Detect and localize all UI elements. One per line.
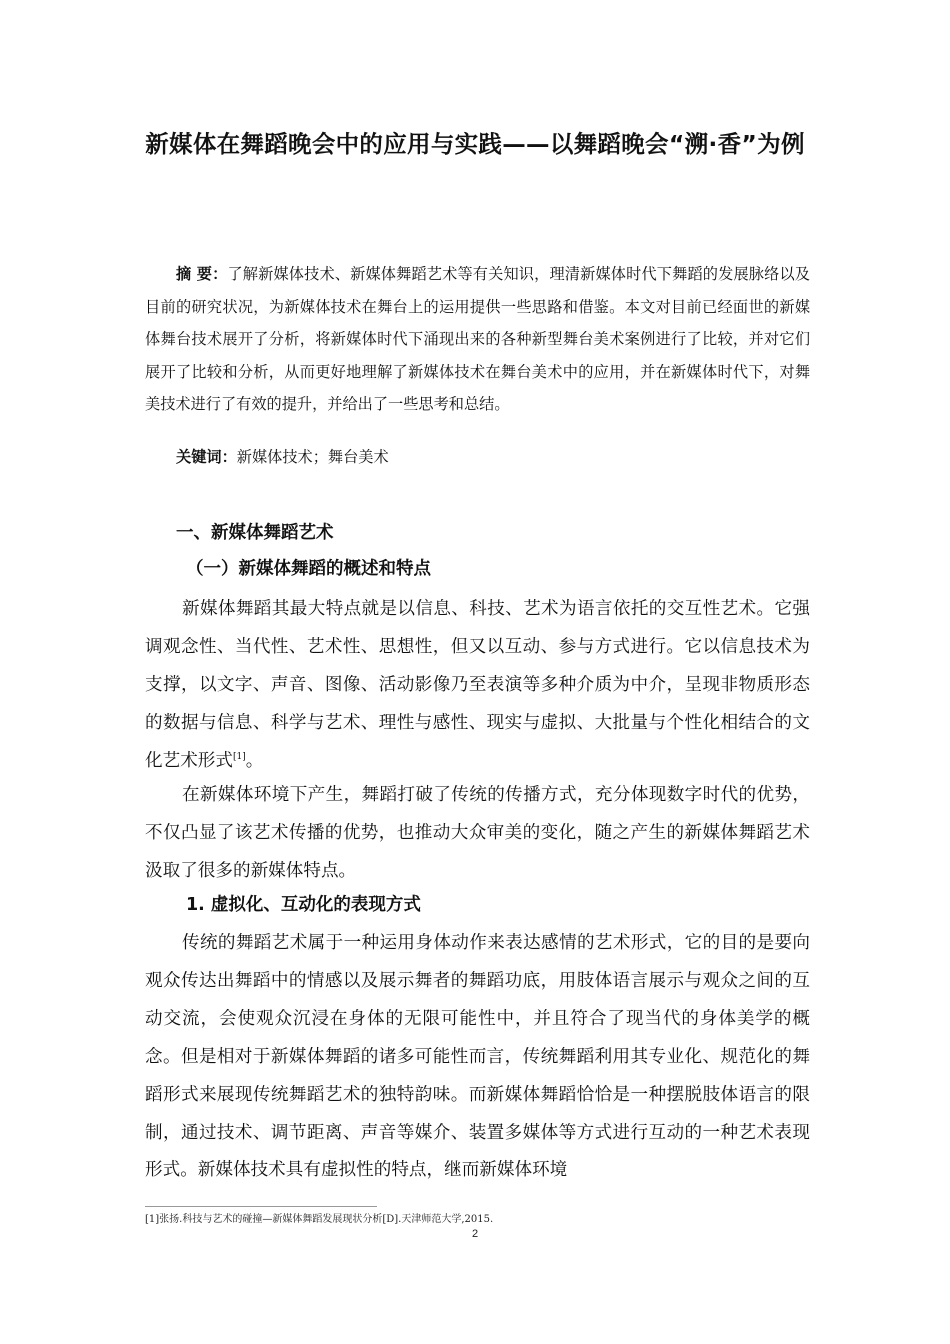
- body-paragraph: 传统的舞蹈艺术属于一种运用身体动作来表达感情的艺术形式，它的目的是要向观众传达出舞蹈中的情感以及展示舞者的舞蹈功底，用肢体语言展示与观众之间的互动交流，会使观众沉浸在身体的无限可能性中，并且符合了现当代的身体美学的概念。但是相对于新媒体舞蹈的诸多可能性而言，传统舞蹈利用其专业化、规范化的舞蹈形式来展现传统舞蹈艺术的独特韵味。而新媒体舞蹈恰恰是一种摆脱肢体语言的限制，通过技术、调节距离、声音等媒介、装置多媒体等方式进行互动的一种艺术表现形式。新媒体技术具有虚拟性的特点，继而新媒体环境: [145, 933, 810, 1181]
- footnote-divider: [145, 1206, 377, 1207]
- abstract-label: 摘 要：: [176, 265, 228, 283]
- keywords-text: 新媒体技术；舞台美术: [236, 448, 389, 466]
- abstract: [145, 258, 810, 421]
- footnote: [1]张扬.科技与艺术的碰撞—新媒体舞蹈发展现状分析[D].天津师范大学,2015.: [145, 1214, 494, 1225]
- item-heading: 1. 虚拟化、互动化的表现方式: [186, 895, 421, 915]
- paper-title: 新媒体在舞蹈晚会中的应用与实践——以舞蹈晚会“溯·香”为例: [145, 130, 805, 158]
- body-paragraph: 在新媒体环境下产生，舞蹈打破了传统的传播方式，充分体现数字时代的优势，不仅凸显了该艺术传播的优势，也推动大众审美的变化，随之产生的新媒体舞蹈艺术汲取了很多的新媒体特点。: [145, 785, 810, 881]
- citation-ref[interactable]: [1]: [232, 751, 246, 762]
- section-heading: 一、新媒体舞蹈艺术: [176, 523, 334, 543]
- keywords: [176, 442, 389, 472]
- keywords-label: 关键词：: [176, 448, 237, 466]
- page-number: 2: [471, 1228, 479, 1240]
- abstract-text: 了解新媒体技术、新媒体舞蹈艺术等有关知识，理清新媒体时代下舞蹈的发展脉络以及目前的研究状况，为新媒体技术在舞台上的运用提供一些思路和借鉴。本文对目前已经面世的新媒体舞台技术展开了分析，将新媒体时代下涌现出来的各种新型舞台美术案例进行了比较，并对它们展开了比较和分析，从而更好地理解了新媒体技术在舞台美术中的应用，并在新媒体时代下，对舞美技术进行了有效的提升，并给出了一些思考和总结。: [145, 265, 810, 413]
- paragraph-end: 。: [245, 750, 264, 771]
- body-paragraph: [145, 591, 810, 781]
- subsection-heading: （一）新媒体舞蹈的概述和特点: [186, 559, 431, 579]
- paragraph-text: 新媒体舞蹈其最大特点就是以信息、科技、艺术为语言依托的交互性艺术。它强调观念性、当代性、艺术性、思想性，但又以互动、参与方式进行。它以信息技术为支撑，以文字、声音、图像、活动影像乃至表演等多种介质为中介，呈现非物质形态的数据与信息、科学与艺术、理性与感性、现实与虚拟、大批量与个性化相结合的文化艺术形式: [145, 599, 810, 771]
